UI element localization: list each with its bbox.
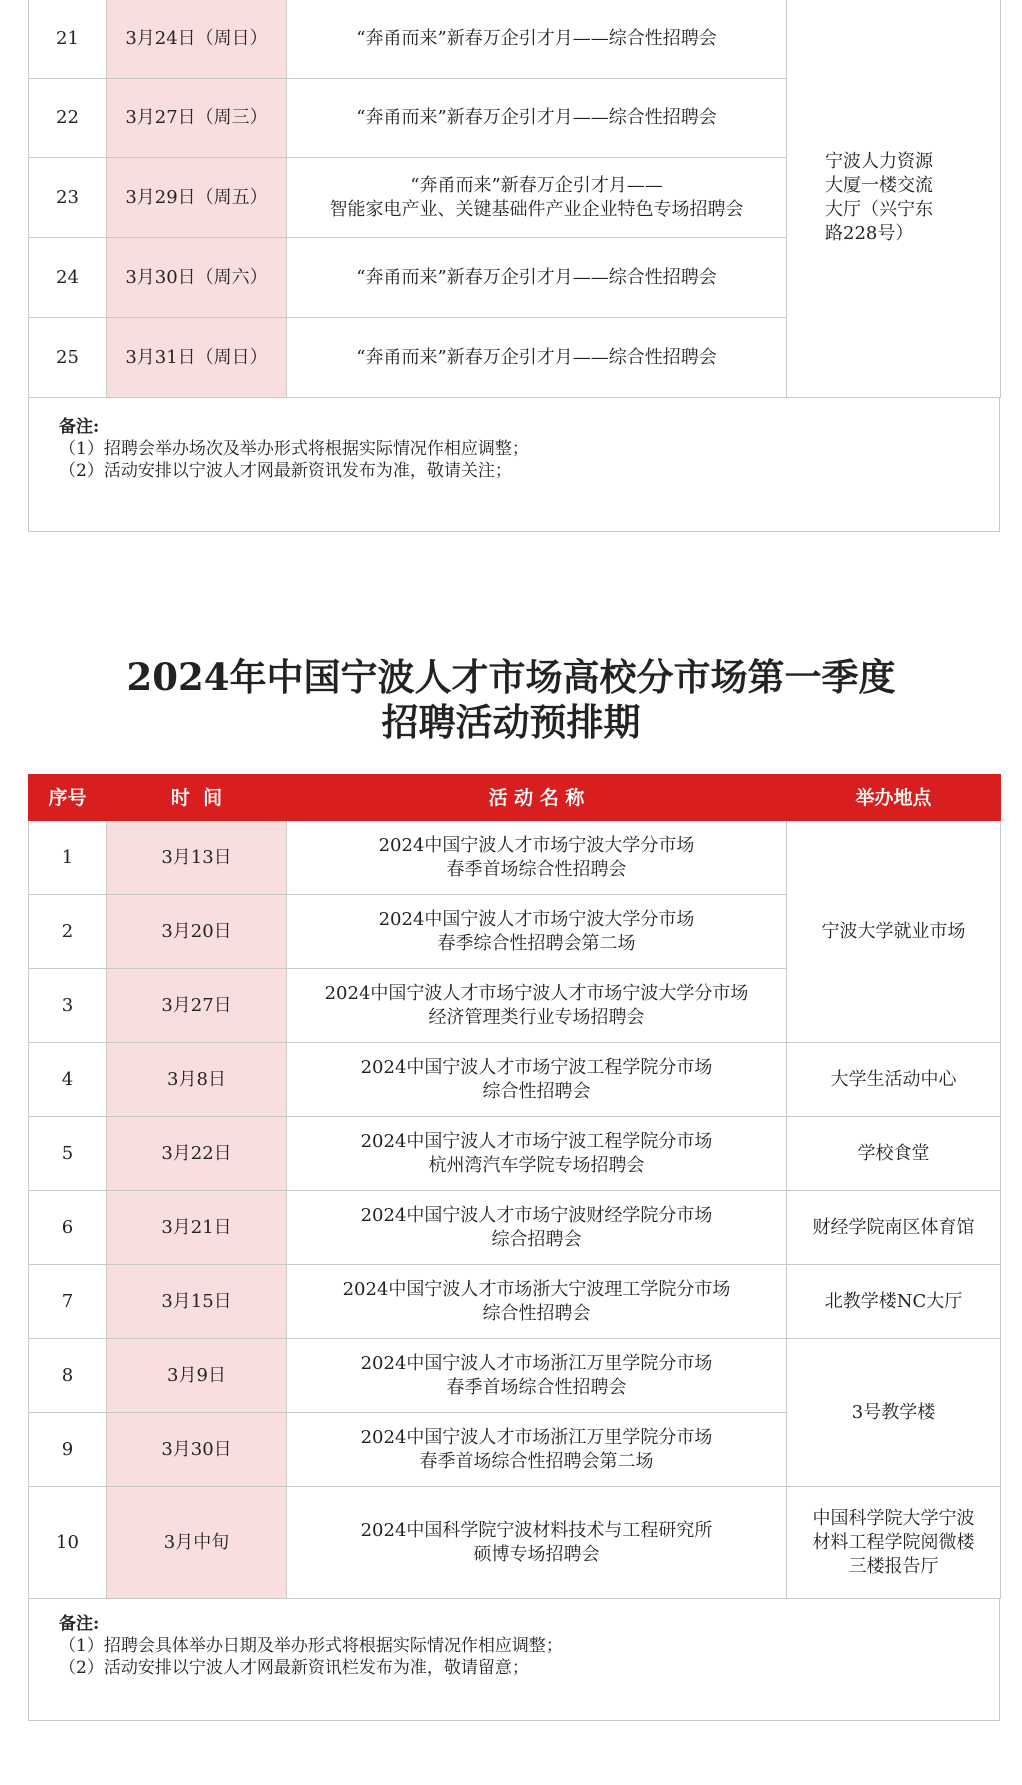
row-number: 7 (29, 1265, 107, 1339)
page-title-line-2: 招聘活动预排期 (381, 700, 641, 744)
row-event-name: 2024中国科学院宁波材料技术与工程研究所 硕博专场招聘会 (287, 1487, 787, 1599)
row-event-name: 2024中国宁波人才市场宁波大学分市场 春季综合性招聘会第二场 (287, 895, 787, 969)
venue-cell: 大学生活动中心 (787, 1043, 1001, 1117)
row-event-name: 2024中国宁波人才市场宁波大学分市场 春季首场综合性招聘会 (287, 821, 787, 895)
row-number: 10 (29, 1487, 107, 1599)
row-event-name: 2024中国宁波人才市场浙江万里学院分市场 春季首场综合性招聘会 (287, 1339, 787, 1413)
row-number: 6 (29, 1191, 107, 1265)
row-date: 3月中旬 (107, 1487, 287, 1599)
venue-cell: 宁波大学就业市场 (787, 821, 1001, 1043)
row-number: 9 (29, 1413, 107, 1487)
row-date: 3月31日（周日） (107, 318, 287, 398)
row-date: 3月29日（周五） (107, 158, 287, 238)
row-date: 3月15日 (107, 1265, 287, 1339)
table-row (29, 1117, 1001, 1191)
row-date: 3月9日 (107, 1339, 287, 1413)
note-item: （2）活动安排以宁波人才网最新资讯栏发布为准，敬请留意； (59, 1658, 529, 1678)
bottom-schedule-table (28, 774, 1001, 1599)
row-number: 8 (29, 1339, 107, 1413)
row-date: 3月13日 (107, 821, 287, 895)
row-event-name: 2024中国宁波人才市场宁波财经学院分市场 综合招聘会 (287, 1191, 787, 1265)
table-row (29, 1487, 1001, 1599)
row-date: 3月27日 (107, 969, 287, 1043)
row-date: 3月22日 (107, 1117, 287, 1191)
row-number: 4 (29, 1043, 107, 1117)
row-number: 23 (29, 158, 107, 238)
header-event-name: 活 动 名 称 (287, 775, 787, 821)
row-date: 3月8日 (107, 1043, 287, 1117)
row-number: 24 (29, 238, 107, 318)
table-header-row (29, 775, 1001, 821)
venue-cell: 3号教学楼 (787, 1339, 1001, 1487)
venue-cell: 北教学楼NC大厅 (787, 1265, 1001, 1339)
header-number: 序号 (29, 775, 107, 821)
row-event-name: “奔甬而来”新春万企引才月——综合性招聘会 (287, 0, 787, 79)
notes-label: 备注: (59, 1614, 100, 1634)
row-number: 2 (29, 895, 107, 969)
venue-cell: 宁波人力资源 大厦一楼交流 大厅（兴宁东 路228号） (787, 0, 1001, 398)
venue-cell: 中国科学院大学宁波 材料工程学院阅微楼 三楼报告厅 (787, 1487, 1001, 1599)
row-date: 3月24日（周日） (107, 0, 287, 79)
row-event-name: “奔甬而来”新春万企引才月——综合性招聘会 (287, 238, 787, 318)
table-row (29, 821, 1001, 895)
page-title-line-1: 2024年中国宁波人才市场高校分市场第一季度 (126, 655, 896, 699)
header-date: 时 间 (107, 775, 287, 821)
row-date: 3月30日（周六） (107, 238, 287, 318)
row-date: 3月20日 (107, 895, 287, 969)
bottom-notes (28, 1599, 1000, 1721)
row-event-name: “奔甬而来”新春万企引才月—— 智能家电产业、关键基础件产业企业特色专场招聘会 (287, 158, 787, 238)
note-item: （2）活动安排以宁波人才网最新资讯发布为准，敬请关注； (59, 461, 512, 481)
table-row (29, 1265, 1001, 1339)
row-date: 3月27日（周三） (107, 79, 287, 158)
row-event-name: “奔甬而来”新春万企引才月——综合性招聘会 (287, 318, 787, 398)
top-notes (28, 398, 1000, 532)
table-row (29, 1191, 1001, 1265)
notes-label: 备注: (59, 417, 100, 437)
row-number: 5 (29, 1117, 107, 1191)
row-number: 21 (29, 0, 107, 79)
header-venue: 举办地点 (787, 775, 1001, 821)
top-schedule-section (28, 0, 1000, 532)
note-item: （1）招聘会具体举办日期及举办形式将根据实际情况作相应调整； (59, 1636, 563, 1656)
row-number: 1 (29, 821, 107, 895)
table-row (29, 1043, 1001, 1117)
venue-cell: 学校食堂 (787, 1117, 1001, 1191)
row-date: 3月21日 (107, 1191, 287, 1265)
row-date: 3月30日 (107, 1413, 287, 1487)
note-item: （1）招聘会举办场次及举办形式将根据实际情况作相应调整； (59, 439, 529, 459)
row-event-name: 2024中国宁波人才市场宁波人才市场宁波大学分市场 经济管理类行业专场招聘会 (287, 969, 787, 1043)
row-event-name: 2024中国宁波人才市场浙江万里学院分市场 春季首场综合性招聘会第二场 (287, 1413, 787, 1487)
row-number: 22 (29, 79, 107, 158)
row-event-name: 2024中国宁波人才市场浙大宁波理工学院分市场 综合性招聘会 (287, 1265, 787, 1339)
row-number: 3 (29, 969, 107, 1043)
table-row (29, 0, 1001, 79)
table-row (29, 1339, 1001, 1413)
top-schedule-table (28, 0, 1001, 398)
row-event-name: “奔甬而来”新春万企引才月——综合性招聘会 (287, 79, 787, 158)
row-number: 25 (29, 318, 107, 398)
row-event-name: 2024中国宁波人才市场宁波工程学院分市场 综合性招聘会 (287, 1043, 787, 1117)
venue-cell: 财经学院南区体育馆 (787, 1191, 1001, 1265)
row-event-name: 2024中国宁波人才市场宁波工程学院分市场 杭州湾汽车学院专场招聘会 (287, 1117, 787, 1191)
bottom-schedule-section (28, 774, 1000, 1721)
